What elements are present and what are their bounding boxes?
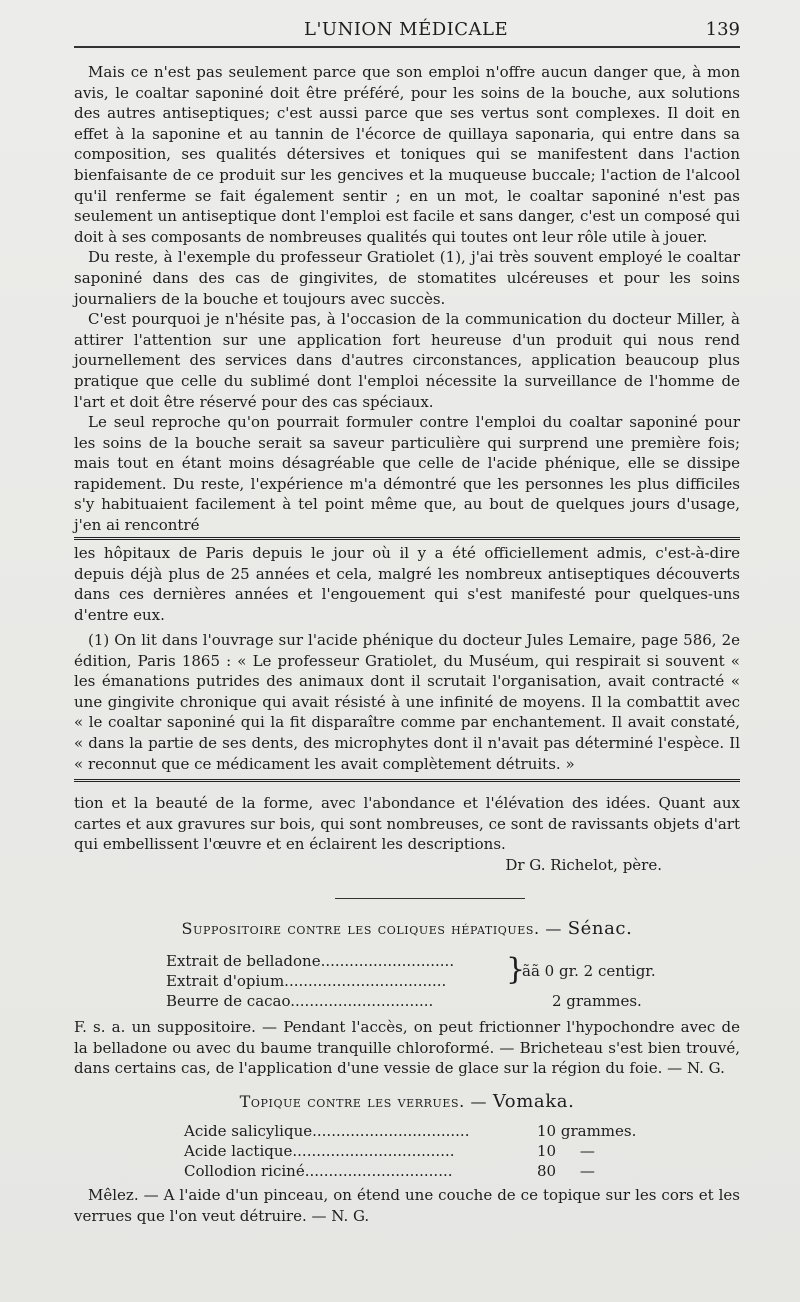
instructions-text: Mêlez. — A l'aide d'un pinceau, on étend une couche de ce topique sur les cors et les verrues que l'on veut détruire. — N. G. <box>74 1186 740 1225</box>
ingredient-row <box>184 1161 664 1181</box>
shared-quantity: ãã 0 gr. 2 centigr. <box>522 962 656 980</box>
ingredient-quantity: 10 — <box>537 1142 595 1160</box>
ingredient-name: Acide salicylique................................. <box>184 1122 470 1140</box>
instructions-text: F. s. a. un suppositoire. — Pendant l'accès, on peut frictionner l'hypochondre avec de la belladone ou avec du baume tranquille chloroformé. — Bricheteau s'est bien trouvé, dans certains cas, de l'application d'une vessie de glace sur la région du foie. — N. G. <box>74 1018 740 1078</box>
ingredient-name: Extrait de belladone............................ <box>166 952 455 970</box>
ingredient-name: Collodion riciné............................... <box>184 1162 453 1180</box>
ingredient-quantity: 10 grammes. <box>537 1122 637 1140</box>
recipe-author: Vomaka. <box>492 1091 575 1112</box>
ingredient-row <box>184 1121 664 1141</box>
recipe-1-instructions <box>74 1017 740 1079</box>
ingredient-name: Acide lactique.................................. <box>184 1142 455 1160</box>
paragraph: C'est pourquoi je n'hésite pas, à l'occasion de la communication du docteur Miller, à attirer l'attention sur une application fort heureuse d'un produit qui nous rend journellement des services dans d'autres circonstances, application beaucoup plus pratique que celle du sublimé dont l'emploi nécessite la surveillance de l'homme de l'art et doit être réservé pour des cas spéciaux. <box>74 310 740 411</box>
brace-symbol: } <box>506 952 526 987</box>
recipe-2-heading <box>74 1091 740 1113</box>
recipe-title: Suppositoire contre les coliques hépatiques. — <box>181 919 563 938</box>
footnote <box>74 630 740 774</box>
header-rule <box>74 46 740 48</box>
recipe-title: Topique contre les verrues. — <box>239 1092 488 1111</box>
ingredient-name: Extrait d'opium.................................. <box>166 972 447 990</box>
ingredient-row <box>184 1141 664 1161</box>
article-continuation <box>74 543 740 625</box>
section-divider <box>74 779 740 786</box>
paragraph: Le seul reproche qu'on pourrait formuler contre l'emploi du coaltar saponiné pour les soins de la bouche serait sa saveur particulière qui surprend une première fois; mais tout en étant moins désagréable que celle de l'acide phénique, elle se dissipe rapidement. Du reste, l'expérience m'a démontré que les personnes les plus difficiles s'y habituaient facilement à tel point même que, au bout de quelques jours d'usage, j'en ai rencontré <box>74 413 740 535</box>
recipe-1-heading <box>74 918 740 940</box>
paragraph: Mais ce n'est pas seulement parce que son emploi n'offre aucun danger que, à mon avis, le coaltar saponiné doit être préféré, pour les soins de la bouche, aux solutions des autres antiseptiques; c'est aussi parce que ses vertus sont complexes. Il doit en effet à la saponine et au tannin de l'écorce de quillaya saponaria, qui entre dans sa composition, ses qualités détersives et toniques qui se manifestent dans l'action bienfaisante de ce produit sur les gencives et la muqueuse buccale; l'action de l'alcool qu'il renferme se fait également sentir ; en un mot, le coaltar saponiné n'est pas seulement un antiseptique dont l'emploi est facile et sans danger, c'est un composé qui doit à ses composants de nombreuses qualités qui toutes ont leur rôle utile à jouer. <box>74 63 740 246</box>
short-divider <box>335 898 525 899</box>
journal-title: L'UNION MÉDICALE <box>304 19 509 40</box>
recipe-2-instructions <box>74 1185 740 1226</box>
review-signature: Dr G. Richelot, père. <box>505 855 662 874</box>
recipe-2-ingredients <box>184 1121 664 1181</box>
article-body <box>74 62 740 536</box>
recipe-author: Sénac. <box>567 918 633 939</box>
page-number: 139 <box>705 19 740 40</box>
recipe-1-ingredients <box>166 951 686 1011</box>
footnote-text: (1) On lit dans l'ouvrage sur l'acide phénique du docteur Jules Lemaire, page 586, 2e édition, Paris 1865 : « Le professeur Gratiolet, du Muséum, qui respirait si souvent « les émanations putrides des animaux dont il scrutait l'organisation, avait contracté « une gingivite chronique qui avait résisté à une infinité de moyens. Il la combattit avec « le coaltar saponiné qui la fit disparaître comme par enchantement. Il avait constaté, « dans la partie de ses dents, des microphytes dont il n'avait pas déterminé l'espèce. Il « reconnut que ce médicament les avait complètement détruits. » <box>74 631 740 773</box>
running-head <box>74 17 740 43</box>
book-review <box>74 793 740 875</box>
ingredient-quantity: 2 grammes. <box>552 992 642 1010</box>
review-text: tion et la beauté de la forme, avec l'abondance et l'élévation des idées. Quant aux cartes et aux gravures sur bois, qui sont nombreuses, ce sont de ravissants objets d'art qui embellissent l'œuvre et en éclairent les descriptions. <box>74 794 740 854</box>
paragraph: les hôpitaux de Paris depuis le jour où il y a été officiellement admis, c'est-à-dire depuis déjà plus de 25 années et cela, malgré les nombreux antiseptiques découverts dans ces dernières années et l'engouement qui s'est manifesté pour quelques-uns d'entre eux. <box>74 544 740 624</box>
ingredient-quantity: 80 — <box>537 1162 595 1180</box>
ingredient-name: Beurre de cacao.............................. <box>166 992 434 1010</box>
paragraph: Du reste, à l'exemple du professeur Gratiolet (1), j'ai très souvent employé le coaltar saponiné dans des cas de gingivites, de stomatites ulcéreuses et pour les soins journaliers de la bouche et toujours avec succès. <box>74 248 740 308</box>
ingredient-row <box>166 991 686 1011</box>
